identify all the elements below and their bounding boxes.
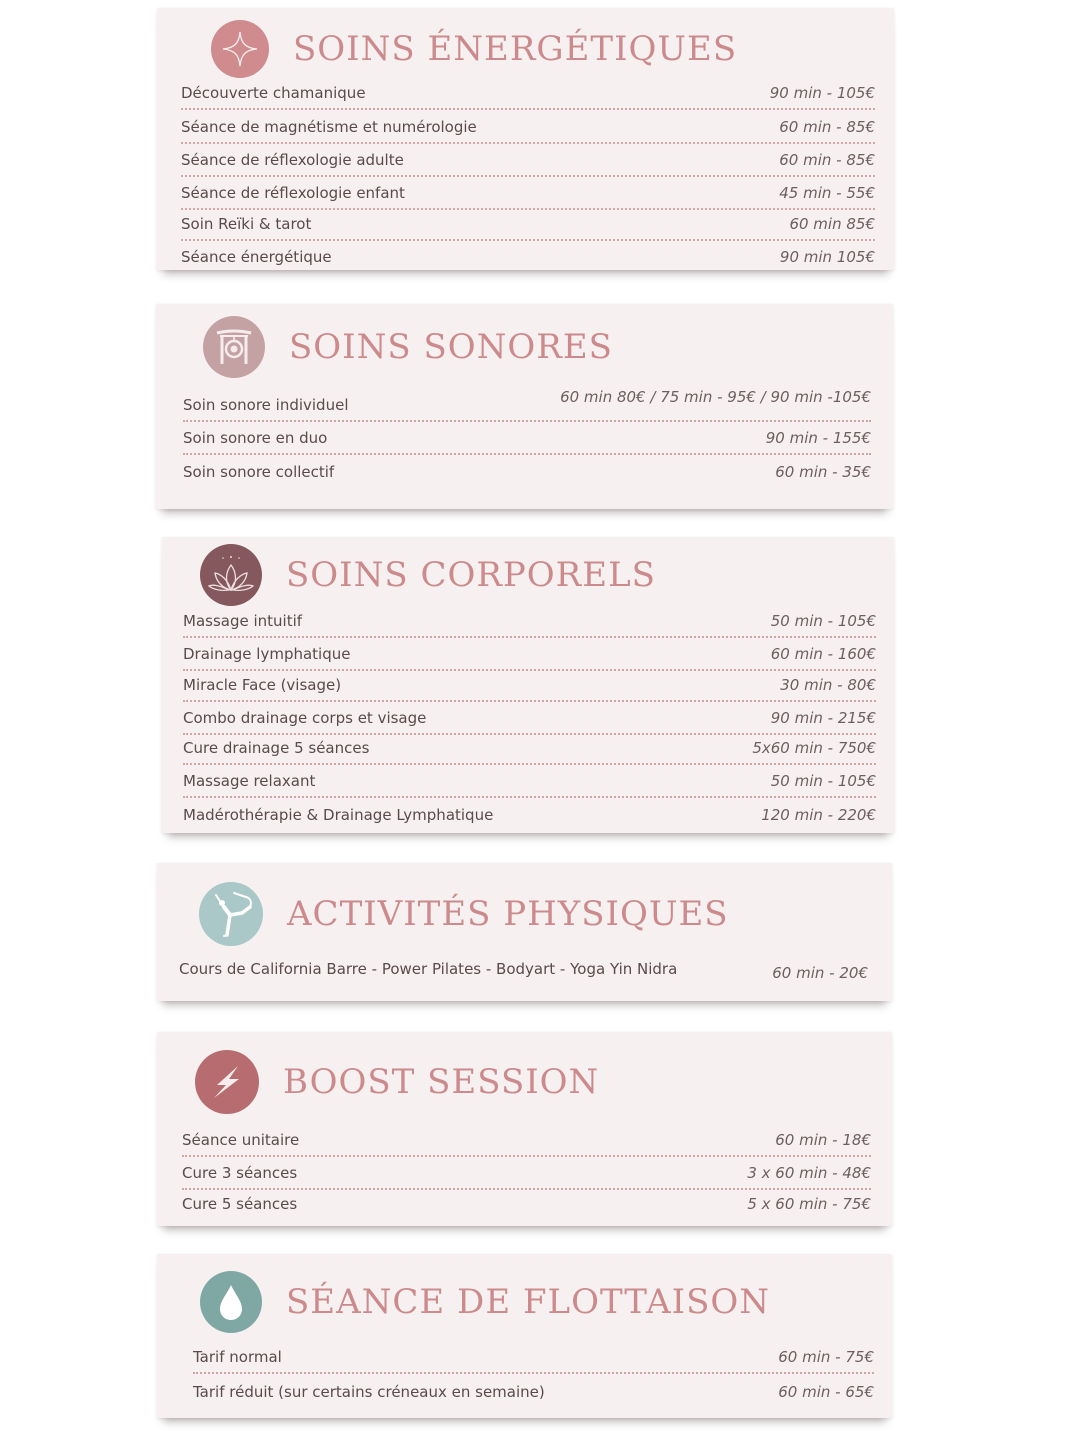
service-name: Soin sonore collectif [183,463,335,481]
list-item [183,702,876,735]
list-item [181,210,875,241]
section-title: SÉANCE DE FLOTTAISON [286,1282,771,1322]
list-item [183,798,876,830]
service-price: 3 x 60 min - 48€ [747,1164,871,1182]
service-price: 5x60 min - 750€ [752,739,876,757]
service-name: Découverte chamanique [181,84,366,102]
gong-icon [203,316,265,378]
service-name: Soin sonore en duo [183,429,328,447]
service-price: 60 min - 85€ [779,151,875,169]
service-name: Massage relaxant [183,772,316,790]
section-title: ACTIVITÉS PHYSIQUES [287,894,729,934]
service-price: 90 min - 105€ [769,84,875,102]
service-price: 30 min - 80€ [780,676,876,694]
service-price: 60 min - 65€ [778,1383,874,1401]
service-price: 50 min - 105€ [770,772,876,790]
list-item [193,1344,874,1374]
list-item [179,960,868,988]
service-price: 60 min - 18€ [775,1131,871,1149]
list-item [181,241,875,272]
section-seance-de-flottaison [157,1254,892,1418]
service-name: Tarif normal [193,1348,282,1366]
list-item [182,1190,871,1219]
list-item [181,110,875,144]
lotus-icon [200,544,262,606]
service-name: Madérothérapie & Drainage Lymphatique [183,806,494,824]
service-name: Massage intuitif [183,612,303,630]
service-price: 60 min - 75€ [778,1348,874,1366]
service-name: Séance de réflexologie enfant [181,184,405,202]
service-name: Séance de réflexologie adulte [181,151,404,169]
service-price: 90 min 105€ [779,248,875,266]
section-title: BOOST SESSION [283,1062,600,1102]
list-item [183,388,871,422]
service-name: Cours de California Barre - Power Pilates - Bodyart - Yoga Yin Nidra [179,960,678,978]
section-soins-corporels [162,537,894,833]
section-activites-physiques [157,863,892,1001]
list-item [183,455,871,487]
service-price: 90 min - 155€ [765,429,871,447]
service-price: 60 min - 35€ [775,463,871,481]
sparkle-icon [211,20,269,78]
service-price: 60 min 80€ / 75 min - 95€ / 90 min -105€ [560,388,871,406]
service-name: Soin Reïki & tarot [181,215,312,233]
list-item [181,144,875,177]
section-title: SOINS SONORES [289,327,613,367]
water-drop-icon [200,1271,262,1333]
section-title: SOINS CORPORELS [286,555,656,595]
service-name: Séance unitaire [182,1131,300,1149]
service-price: 60 min 85€ [789,215,875,233]
section-soins-energetiques [157,8,894,270]
service-name: Combo drainage corps et visage [183,709,427,727]
list-item [183,735,876,765]
list-item [193,1374,874,1407]
list-item [183,765,876,798]
list-item [182,1157,871,1190]
service-name: Séance de magnétisme et numérologie [181,118,477,136]
list-item [183,422,871,455]
section-title: SOINS ÉNERGÉTIQUES [293,29,738,69]
service-name: Miracle Face (visage) [183,676,342,694]
service-name: Cure 3 séances [182,1164,298,1182]
list-item [183,638,876,671]
service-name: Séance énergétique [181,248,332,266]
list-item [181,177,875,210]
service-name: Cure drainage 5 séances [183,739,370,757]
list-item [182,1128,871,1157]
service-price: 60 min - 160€ [770,645,876,663]
yoga-pose-icon [199,882,263,946]
service-name: Soin sonore individuel [183,396,349,414]
service-price: 60 min - 85€ [779,118,875,136]
service-price: 50 min - 105€ [770,612,876,630]
service-name: Cure 5 séances [182,1195,298,1213]
lightning-icon [195,1050,259,1114]
list-item [181,80,875,110]
service-name: Tarif réduit (sur certains créneaux en semaine) [193,1383,545,1401]
service-price: 45 min - 55€ [779,184,875,202]
list-item [183,671,876,702]
list-item [183,607,876,638]
service-price: 120 min - 220€ [761,806,876,824]
service-name: Drainage lymphatique [183,645,351,663]
service-price: 5 x 60 min - 75€ [747,1195,871,1213]
section-soins-sonores [156,304,893,509]
section-boost-session [157,1032,892,1226]
service-price: 90 min - 215€ [770,709,876,727]
service-price: 60 min - 20€ [772,964,868,982]
